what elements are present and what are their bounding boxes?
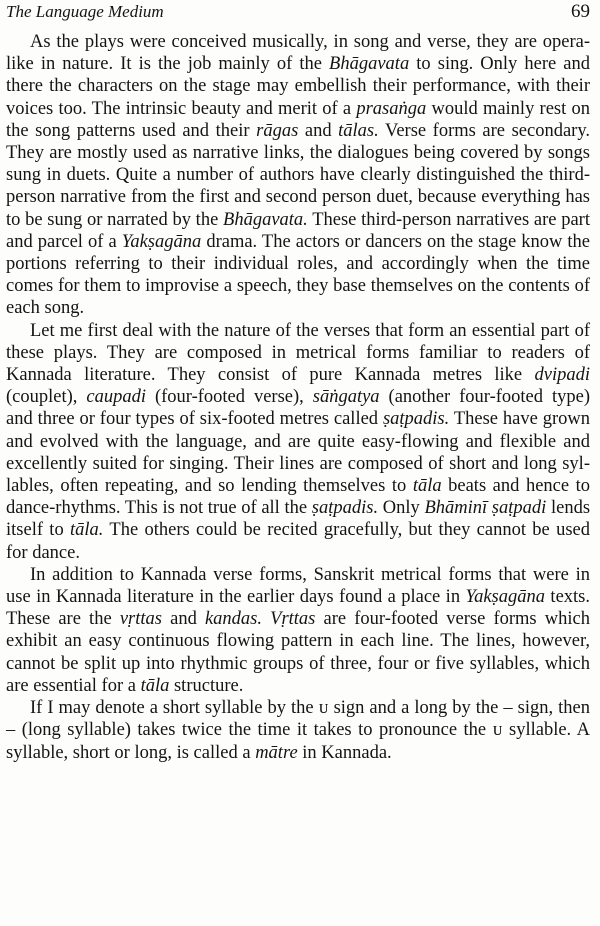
italic-term: ṣaṭpadis.	[311, 498, 379, 519]
italic-term: vṛttas	[119, 609, 162, 630]
text-run: and	[298, 120, 339, 141]
text-run: Let me first deal with the nature of the verses that form an essential part of these plays. They are composed in metrical forms familiar to readers of Kannada literature. They consist of pure Kannada metres like	[6, 320, 590, 386]
text-run: In addition to Kannada verse forms, Sanskrit metrical forms that were in use in Kannada literature in the earlier days found a place in	[6, 564, 590, 608]
text-run: drama. The actors or dancers on the stage know the portions referring to their individual roles, and accordingly when the time comes for them to improvise a speech, they base themselves on the contents of each song.	[6, 231, 590, 319]
page-number: 69	[571, 1, 590, 22]
text-run: to sing. Only here and there the characters on the stage may embellish their performance, with their voices too. The intrinsic beauty and merit of a	[6, 54, 590, 119]
text-run: These third-person narratives are part and parcel of a	[6, 209, 590, 252]
italic-term: mātre	[255, 742, 298, 763]
italic-term: Bhāgavata.	[223, 209, 308, 230]
paragraph-4	[6, 697, 590, 764]
italic-term: prasaṅga	[356, 98, 427, 119]
running-title: The Language Medium	[6, 2, 164, 21]
text-run: Verse forms are secondary. They are mostly used as narrative links, the dialogues being covered by songs sung in duets. Quite a number of authors have clearly distinguished the third-person narrative from the first and second person duet, because everything has to be sung or narrated by the	[6, 120, 591, 230]
text-run: would mainly rest on the song patterns used and their	[6, 98, 590, 141]
italic-term: rāgas	[256, 120, 299, 141]
text-run: If I may denote a short syllable by the ᴜ sign and a long by the – sign, then – (long syllable) takes twice the time it takes to pronounce the ᴜ syllable. A syllable, short or long, is called a	[6, 698, 590, 763]
page-header	[6, 2, 590, 22]
italic-term: Bhāminī ṣaṭpadi	[424, 498, 547, 519]
text-run: texts. These are the	[6, 587, 590, 630]
italic-term: dvipadi	[534, 365, 590, 386]
text-run: (another four-footed type) and three or four types of six-footed metres called	[6, 387, 590, 430]
text-run: lends itself to	[6, 498, 591, 541]
italic-term: kandas. Vṛttas	[204, 609, 316, 630]
text-run: The others could be recited gracefully, but they cannot be used for dance.	[6, 520, 590, 563]
italic-term: tāla.	[70, 520, 104, 541]
text-run: (couplet),	[6, 387, 87, 408]
italic-term: tāla	[412, 476, 442, 497]
text-run: are four-footed verse forms which exhibit an easy continuous flowing pattern in each line. The lines, however, cannot be split up into rhythmic groups of three, four or five syllables, which are essential for a	[6, 609, 590, 696]
text-run: beats and hence to dance-rhythms. This is not true of all the	[6, 476, 591, 519]
italic-term: Bhāgavata	[329, 54, 410, 75]
paragraph-2	[6, 320, 590, 564]
italic-term: Yakṣagāna	[121, 231, 202, 252]
italic-term: Yakṣagāna	[465, 587, 546, 608]
italic-term: tālas.	[338, 120, 379, 141]
body-text	[6, 31, 590, 764]
paragraph-1	[6, 31, 590, 320]
text-run: Only	[378, 498, 425, 519]
paragraph-3	[6, 564, 590, 697]
italic-term: tāla	[140, 675, 170, 696]
text-run: structure.	[169, 675, 244, 696]
italic-term: caupadi	[86, 387, 146, 408]
italic-term: sāṅgatya	[312, 387, 380, 408]
text-run: These have grown and evolved with the language, and are quite easy-flowing and flexible and excellently suited for singing. Their lines are composed of short and long syllables, often repeating, and so lending themselves to	[6, 409, 590, 497]
text-run: As the plays were conceived musically, in song and verse, they are opera-like in nature. It is the job mainly of the	[6, 32, 590, 75]
text-run: in Kannada.	[297, 742, 392, 763]
text-run: (four-footed verse),	[145, 387, 313, 408]
italic-term: ṣaṭpadis.	[382, 409, 450, 430]
text-run: and	[161, 609, 205, 630]
